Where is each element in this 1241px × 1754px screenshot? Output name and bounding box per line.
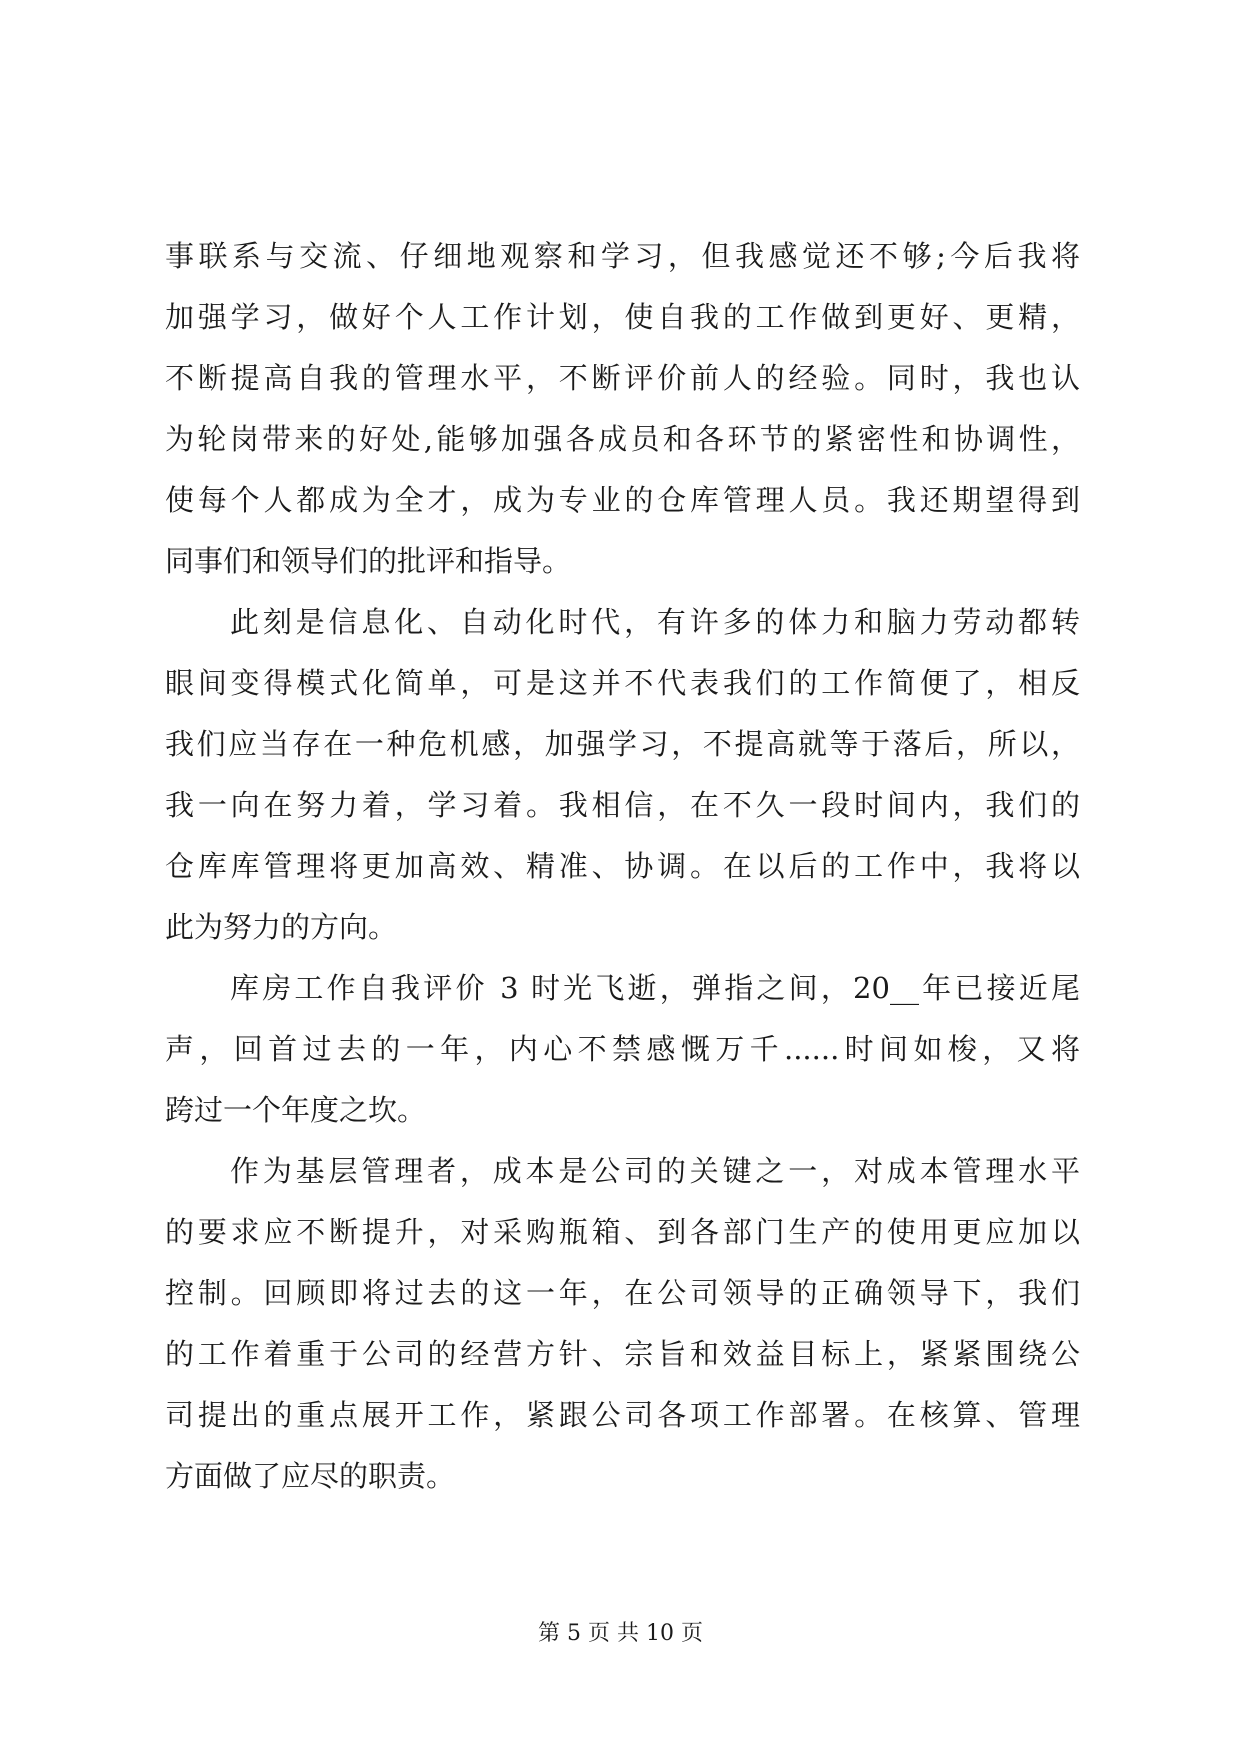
paragraph (165, 226, 1080, 592)
text-line: 司提出的重点展开工作，紧跟公司各项工作部署。在核算、管理 (165, 1398, 1080, 1432)
page-number-footer: 第 5 页 共 10 页 (538, 1621, 703, 1646)
text-line: 同事们和领导们的批评和指导。 (165, 544, 572, 578)
text-line: 我们应当存在一种危机感，加强学习，不提高就等于落后，所以， (165, 727, 1080, 761)
text-line: 事联系与交流、仔细地观察和学习，但我感觉还不够;今后我将 (165, 239, 1080, 273)
text-line: 眼间变得模式化简单，可是这并不代表我们的工作简便了，相反 (165, 666, 1080, 700)
text-line: 仓库库管理将更加高效、精准、协调。在以后的工作中，我将以 (165, 849, 1080, 883)
text-line: 的工作着重于公司的经营方针、宗旨和效益目标上，紧紧围绕公 (165, 1337, 1080, 1371)
text-line: 控制。回顾即将过去的这一年，在公司领导的正确领导下，我们 (165, 1276, 1080, 1310)
text-line: 我一向在努力着，学习着。我相信，在不久一段时间内，我们的 (165, 788, 1080, 822)
text-line: 为轮岗带来的好处,能够加强各成员和各环节的紧密性和协调性， (165, 422, 1080, 456)
text-line: 声，回首过去的一年，内心不禁感慨万千......时间如梭，又将 (165, 1032, 1080, 1066)
text-line: 此为努力的方向。 (165, 910, 398, 944)
text-line: 不断提高自我的管理水平，不断评价前人的经验。同时，我也认 (165, 361, 1080, 395)
text-line: 加强学习，做好个人工作计划，使自我的工作做到更好、更精， (165, 300, 1080, 334)
paragraph (165, 1141, 1080, 1507)
text-line: 方面做了应尽的职责。 (165, 1459, 456, 1493)
text-line: 的要求应不断提升，对采购瓶箱、到各部门生产的使用更应加以 (165, 1215, 1080, 1249)
text-line: 使每个人都成为全才，成为专业的仓库管理人员。我还期望得到 (165, 483, 1080, 517)
paragraph (165, 958, 1080, 1141)
document-body (165, 226, 1080, 1507)
text-line: 作为基层管理者，成本是公司的关键之一，对成本管理水平 (230, 1154, 1080, 1188)
text-line: 库房工作自我评价 3 时光飞逝，弹指之间，20__年已接近尾 (230, 971, 1080, 1005)
text-line: 此刻是信息化、自动化时代，有许多的体力和脑力劳动都转 (230, 605, 1080, 639)
text-line: 跨过一个年度之坎。 (165, 1093, 427, 1127)
paragraph (165, 592, 1080, 958)
